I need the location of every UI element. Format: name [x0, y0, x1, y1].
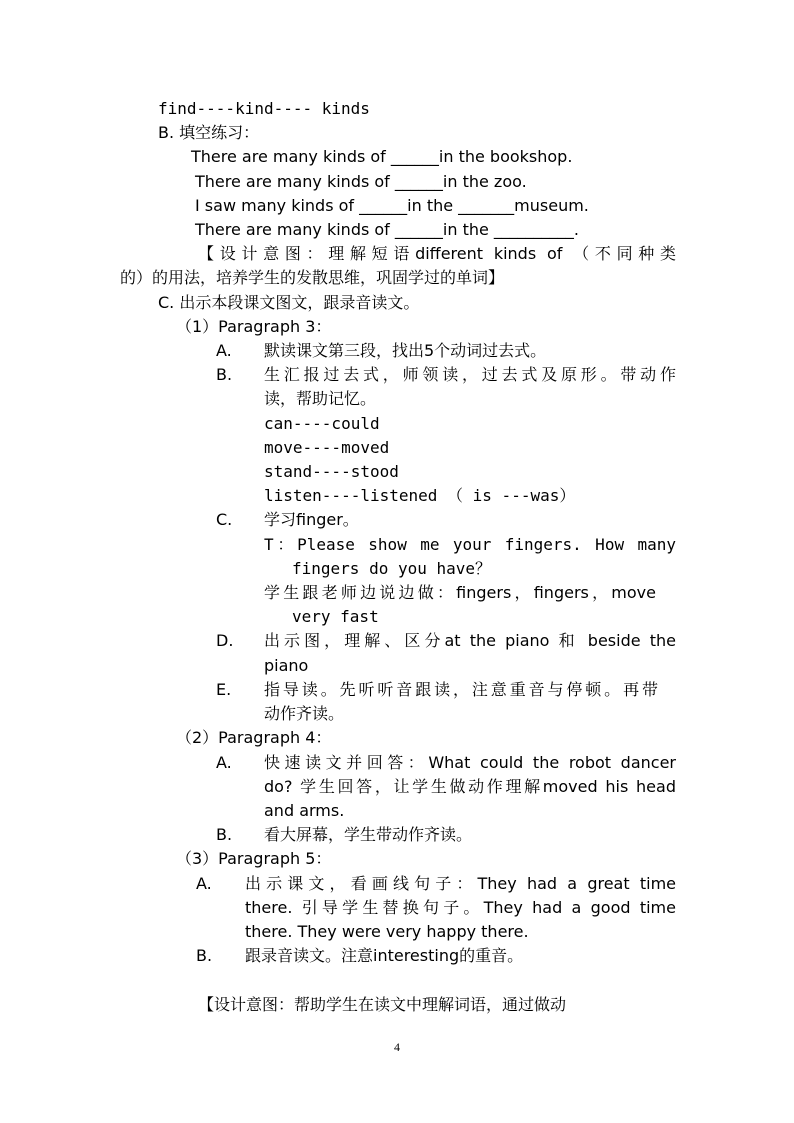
- item-marker-a: A.: [216, 341, 232, 360]
- teacher-prompt: T：Please show me your fingers. How many: [264, 535, 676, 554]
- p5-item-b-text: 跟录音读文。注意interesting的重音。: [245, 946, 524, 965]
- p5-item-a-text: 出示课文，看画线句子：They had a great time: [245, 874, 676, 893]
- p4-item-a-text-cont: do? 学生回答，让学生做动作理解moved his head: [264, 777, 676, 796]
- design-intent-line-2: 的）的用法，培养学生的发散思维，巩固学过的单词】: [120, 268, 505, 287]
- item-marker-d: D.: [216, 631, 234, 650]
- exercise-sentence-4: There are many kinds of ______in the __________.: [195, 220, 579, 239]
- exercise-sentence-1: There are many kinds of ______in the bookshop.: [191, 147, 573, 166]
- verb-pair-stand: stand----stood: [264, 462, 399, 481]
- p4-item-b-text: 看大屏幕，学生带动作齐读。: [264, 825, 473, 844]
- p5-item-marker-a: A.: [196, 874, 212, 893]
- p4-item-a-text: 快速读文并回答：What could the robot dancer: [264, 753, 676, 772]
- item-d-text: 出示图，理解、区分at the piano 和 beside the: [264, 631, 676, 650]
- item-e-text: 指导读。先听听音跟读，注意重音与停顿。再带: [264, 680, 658, 699]
- exercise-sentence-3: I saw many kinds of ______in the _______museum.: [195, 196, 589, 215]
- student-action-cont: very fast: [292, 607, 379, 626]
- item-marker-b: B.: [216, 365, 233, 384]
- page-number: 4: [394, 1040, 400, 1054]
- p4-item-marker-a: A.: [216, 753, 232, 772]
- item-e-text-cont: 动作齐读。: [264, 704, 345, 723]
- paragraph-5-heading: （3）Paragraph 5：: [176, 849, 332, 868]
- verb-pair-listen: listen----listened （ is ---was）: [264, 486, 576, 505]
- exercise-sentence-2: There are many kinds of ______in the zoo.: [195, 172, 527, 191]
- item-marker-c: C.: [216, 510, 233, 529]
- student-action: 学生跟老师边说边做：fingers，fingers，move: [264, 583, 656, 602]
- section-c-heading: C. 出示本段课文图文，跟录音读文。: [158, 293, 420, 312]
- item-a-text: 默读课文第三段，找出5个动词过去式。: [264, 341, 547, 360]
- p5-item-a-text-cont: there. 引导学生替换句子。They had a good time: [245, 898, 676, 917]
- item-c-text: 学习finger。: [264, 510, 359, 529]
- paragraph-3-heading: （1）Paragraph 3：: [176, 317, 332, 336]
- verb-pair-can: can----could: [264, 414, 380, 433]
- p5-item-marker-b: B.: [196, 946, 213, 965]
- design-intent-line-1: 【设计意图：理解短语different kinds of （不同种类: [198, 244, 676, 263]
- p4-item-a-text-end: and arms.: [264, 801, 345, 820]
- p5-item-a-text-end: there. They were very happy there.: [245, 922, 529, 941]
- word-chain-line: find----kind---- kinds: [158, 99, 370, 118]
- verb-pair-move: move----moved: [264, 438, 390, 457]
- item-b-text-cont: 读，帮助记忆。: [264, 389, 377, 408]
- p4-item-marker-b: B.: [216, 825, 233, 844]
- teacher-prompt-cont: fingers do you have？: [292, 559, 492, 578]
- item-d-text-cont: piano: [264, 656, 309, 675]
- item-b-text: 生汇报过去式，师领读，过去式及原形。带动作: [264, 365, 676, 384]
- paragraph-4-heading: （2）Paragraph 4：: [176, 728, 332, 747]
- design-intent-closing: 【设计意图：帮助学生在读文中理解词语，通过做动: [198, 995, 567, 1014]
- item-marker-e: E.: [216, 680, 232, 699]
- section-b-heading: B. 填空练习：: [158, 123, 260, 142]
